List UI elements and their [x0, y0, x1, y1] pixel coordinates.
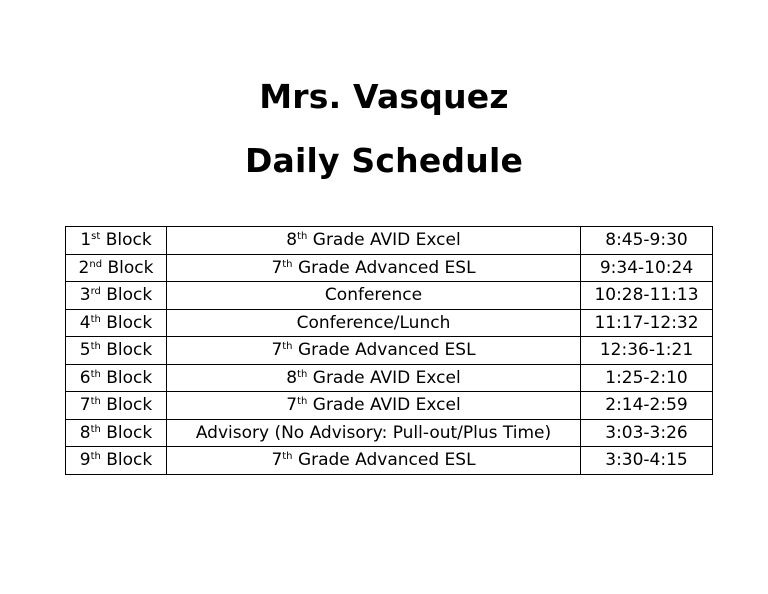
- table-row: [66, 337, 713, 365]
- table-row: [66, 309, 713, 337]
- block-ordinal-suffix: nd: [89, 258, 103, 270]
- grade-ordinal-suffix: th: [282, 341, 293, 353]
- block-number: 4: [79, 312, 91, 333]
- time-cell: 3:30-4:15: [581, 447, 713, 475]
- block-cell: [66, 419, 167, 447]
- class-cell: [167, 447, 581, 475]
- block-number: 9: [79, 450, 91, 471]
- block-number: 5: [79, 340, 91, 361]
- block-number: 8: [79, 422, 91, 443]
- time-cell: 11:17-12:32: [581, 309, 713, 337]
- schedule-table: [65, 226, 713, 475]
- class-cell: [167, 337, 581, 365]
- grade-ordinal-suffix: th: [297, 368, 308, 380]
- table-row: [66, 419, 713, 447]
- block-number: 6: [79, 367, 91, 388]
- block-cell: [66, 337, 167, 365]
- block-cell: [66, 254, 167, 282]
- grade-ordinal-suffix: th: [282, 258, 293, 270]
- class-cell: [167, 392, 581, 420]
- table-row: [66, 364, 713, 392]
- table-row: [66, 447, 713, 475]
- class-name: Conference: [324, 285, 423, 306]
- class-cell: [167, 364, 581, 392]
- block-word: Block: [106, 450, 153, 471]
- table-row: [66, 254, 713, 282]
- class-cell: [167, 227, 581, 255]
- block-cell: [66, 392, 167, 420]
- class-cell: [167, 282, 581, 310]
- block-word: Block: [106, 422, 153, 443]
- grade-number: 7: [271, 450, 283, 471]
- grade-number: 8: [286, 230, 298, 251]
- class-cell: [167, 254, 581, 282]
- block-word: Block: [106, 285, 153, 306]
- block-word: Block: [106, 312, 153, 333]
- class-name: Grade AVID Excel: [312, 230, 461, 251]
- block-ordinal-suffix: rd: [90, 286, 101, 298]
- time-cell: 3:03-3:26: [581, 419, 713, 447]
- class-name: Grade Advanced ESL: [297, 450, 476, 471]
- grade-number: 8: [286, 367, 298, 388]
- block-ordinal-suffix: th: [90, 396, 101, 408]
- block-word: Block: [106, 340, 153, 361]
- block-ordinal-suffix: st: [91, 231, 101, 243]
- block-cell: [66, 227, 167, 255]
- block-ordinal-suffix: th: [90, 368, 101, 380]
- block-number: 7: [79, 395, 91, 416]
- grade-ordinal-suffix: th: [297, 396, 308, 408]
- schedule-table-body: [66, 227, 713, 475]
- block-word: Block: [106, 395, 153, 416]
- block-ordinal-suffix: th: [90, 451, 101, 463]
- block-cell: [66, 364, 167, 392]
- class-name: Grade AVID Excel: [312, 395, 461, 416]
- time-cell: 9:34-10:24: [581, 254, 713, 282]
- block-cell: [66, 309, 167, 337]
- block-number: 3: [79, 285, 91, 306]
- class-name: Grade Advanced ESL: [297, 257, 476, 278]
- time-cell: 10:28-11:13: [581, 282, 713, 310]
- block-ordinal-suffix: th: [90, 423, 101, 435]
- block-number: 2: [78, 257, 90, 278]
- block-word: Block: [106, 367, 153, 388]
- block-ordinal-suffix: th: [90, 341, 101, 353]
- block-number: 1: [80, 230, 92, 251]
- grade-ordinal-suffix: th: [297, 231, 308, 243]
- block-cell: [66, 282, 167, 310]
- class-name: Grade AVID Excel: [312, 367, 461, 388]
- table-row: [66, 282, 713, 310]
- time-cell: 12:36-1:21: [581, 337, 713, 365]
- class-name: Grade Advanced ESL: [297, 340, 476, 361]
- page-title: Mrs. Vasquez: [259, 77, 509, 116]
- class-name: Conference/Lunch: [296, 312, 451, 333]
- class-cell: [167, 419, 581, 447]
- grade-number: 7: [271, 257, 283, 278]
- time-cell: 1:25-2:10: [581, 364, 713, 392]
- page-subtitle: Daily Schedule: [244, 141, 524, 180]
- class-cell: [167, 309, 581, 337]
- table-row: [66, 227, 713, 255]
- block-word: Block: [107, 257, 154, 278]
- grade-number: 7: [271, 340, 283, 361]
- time-cell: 8:45-9:30: [581, 227, 713, 255]
- time-cell: 2:14-2:59: [581, 392, 713, 420]
- grade-number: 7: [286, 395, 298, 416]
- block-word: Block: [105, 230, 152, 251]
- grade-ordinal-suffix: th: [282, 451, 293, 463]
- class-name: Advisory (No Advisory: Pull-out/Plus Time): [195, 422, 552, 443]
- block-cell: [66, 447, 167, 475]
- table-row: [66, 392, 713, 420]
- block-ordinal-suffix: th: [90, 313, 101, 325]
